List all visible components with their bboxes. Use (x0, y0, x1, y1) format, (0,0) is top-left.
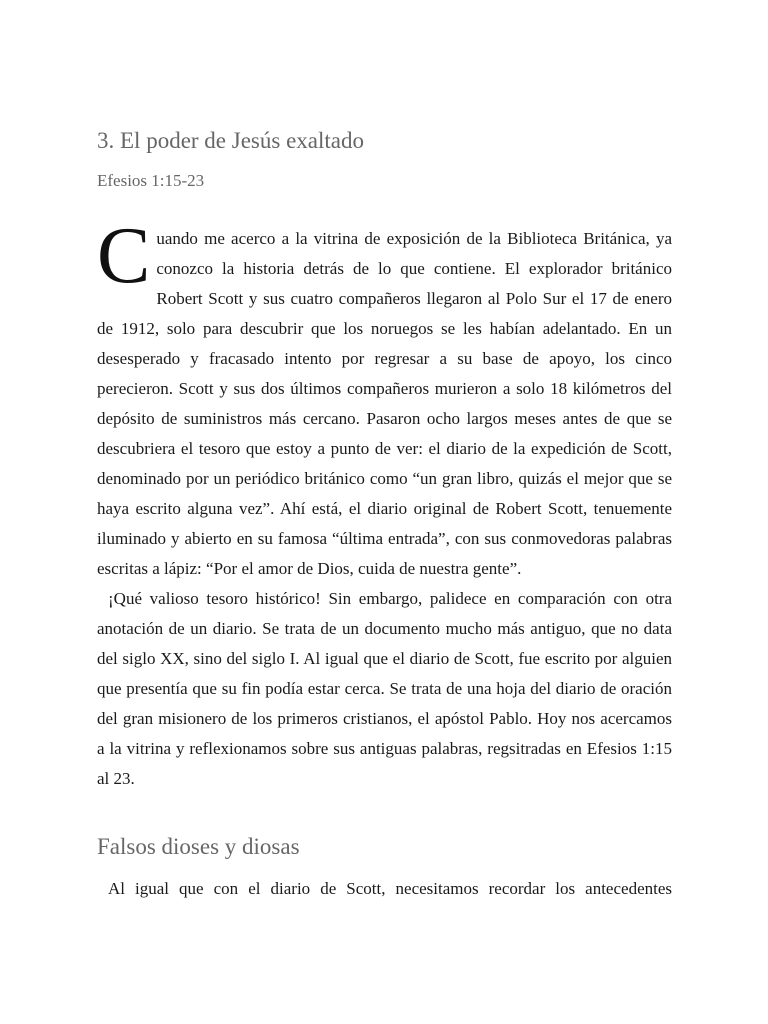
paragraph-1 (97, 212, 672, 584)
body-text (97, 212, 672, 794)
paragraph-1-text: uando me acerco a la vitrina de exposición de la Biblioteca Británica, ya conozco la historia detrás de lo que contiene. El explorador británico Robert Scott y sus cuatro compañeros llegaron al Polo Sur el 17 de enero de 1912, solo para descubrir que los noruegos se les habían adelantado. En un desesperado y fracasado intento por regresar a su base de apoyo, los cinco perecieron. Scott y sus dos últimos compañeros murieron a solo 18 kilómetros del depósito de suministros más cercano. Pasaron ocho largos meses antes de que se descubriera el tesoro que estoy a punto de ver: el diario de la expedición de Scott, denominado por un periódico británico como “un gran libro, quizás el mejor que se haya escrito alguna vez”. Ahí está, el diario original de Robert Scott, tenuemente iluminado y abierto en su famosa “última entrada”, con sus conmovedoras palabras escritas a lápiz: “Por el amor de Dios, cuida de nuestra gente”. (97, 229, 672, 578)
paragraph-2: ¡Qué valioso tesoro histórico! Sin embargo, palidece en comparación con otra anotación de un diario. Se trata de un documento mucho más antiguo, que no data del siglo XX, sino del siglo I. Al igual que el diario de Scott, fue escrito por alguien que presentía que su fin podía estar cerca. Se trata de una hoja del diario de oración del gran misionero de los primeros cristianos, el apóstol Pablo. Hoy nos acercamos a la vitrina y reflexionamos sobre sus antiguas palabras, regsitradas en Efesios 1:15 al 23. (97, 589, 672, 788)
scripture-reference: Efesios 1:15-23 (97, 171, 205, 190)
chapter-title: 3. El poder de Jesús exaltado (97, 128, 364, 153)
paragraph-3: Al igual que con el diario de Scott, necesitamos recordar los antecedentes (108, 879, 672, 898)
drop-cap: C (97, 212, 151, 300)
section-heading: Falsos dioses y diosas (97, 834, 300, 859)
